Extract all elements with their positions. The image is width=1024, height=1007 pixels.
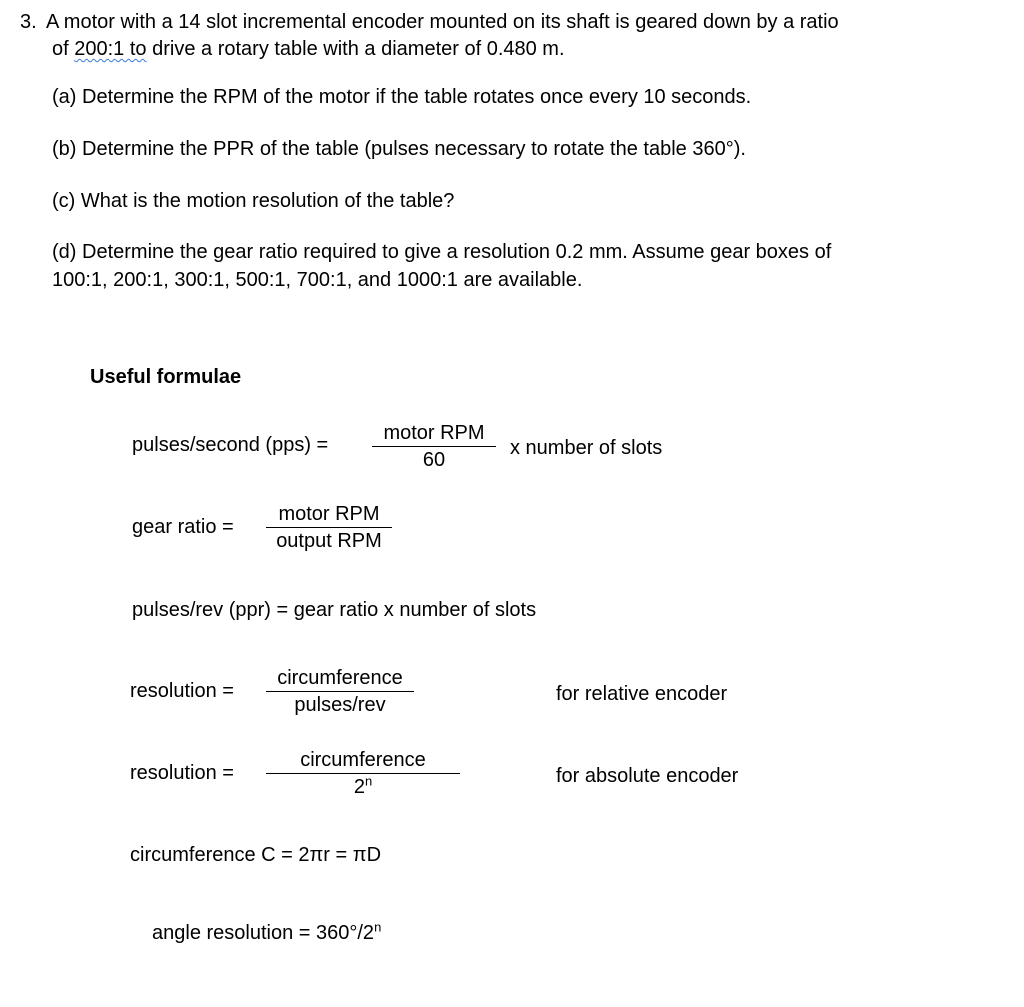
res-abs-lhs: resolution = <box>130 762 234 784</box>
problem-intro-line2 <box>52 35 565 63</box>
intro-suffix: drive a rotary table with a diameter of 0.480 m. <box>146 38 565 60</box>
intro-prefix: of <box>52 38 75 60</box>
angle-resolution-formula <box>152 919 382 945</box>
res-rel-fraction <box>266 665 414 718</box>
res-abs-note: for absolute encoder <box>556 765 739 787</box>
res-rel-note: for relative encoder <box>556 683 728 705</box>
part-d-line2: 100:1, 200:1, 300:1, 500:1, 700:1, and 1000:1 are available. <box>52 269 583 291</box>
ppr-formula: pulses/rev (ppr) = gear ratio x number of slots <box>132 599 537 621</box>
problem-number: 3. <box>20 11 37 33</box>
res-abs-den-base: 2 <box>353 776 365 798</box>
res-abs-den-exp: n <box>364 773 373 789</box>
angle-resolution-text: angle resolution = 360°/2 <box>152 922 375 944</box>
gear-numerator: motor RPM <box>278 503 380 525</box>
part-c: (c) What is the motion resolution of the table? <box>52 190 455 212</box>
formulae-heading: Useful formulae <box>90 366 242 388</box>
res-rel-denominator: pulses/rev <box>294 694 386 716</box>
part-b: (b) Determine the PPR of the table (pulses necessary to rotate the table 360°). <box>52 138 746 160</box>
circumference-formula: circumference C = 2πr = πD <box>130 844 382 866</box>
res-abs-fraction <box>266 747 460 800</box>
angle-resolution-exp: n <box>374 919 382 935</box>
pps-fraction <box>372 420 496 473</box>
gear-lhs: gear ratio = <box>132 516 234 538</box>
part-d-line1: (d) Determine the gear ratio required to give a resolution 0.2 mm. Assume gear boxes of <box>52 241 832 263</box>
pps-rhs: x number of slots <box>510 437 663 459</box>
gear-denominator: output RPM <box>276 530 382 552</box>
res-abs-denominator <box>354 774 372 800</box>
pps-numerator: motor RPM <box>383 422 485 444</box>
gear-fraction <box>266 501 392 554</box>
intro-ratio: 200:1 to <box>74 38 147 60</box>
res-rel-lhs: resolution = <box>130 680 234 702</box>
part-a: (a) Determine the RPM of the motor if the table rotates once every 10 seconds. <box>52 86 752 108</box>
pps-lhs: pulses/second (pps) = <box>132 434 329 456</box>
res-rel-numerator: circumference <box>277 667 403 689</box>
problem-intro-line1: A motor with a 14 slot incremental encoder mounted on its shaft is geared down by a ratio <box>46 11 839 33</box>
pps-denominator: 60 <box>422 449 446 471</box>
res-abs-numerator: circumference <box>300 749 426 771</box>
